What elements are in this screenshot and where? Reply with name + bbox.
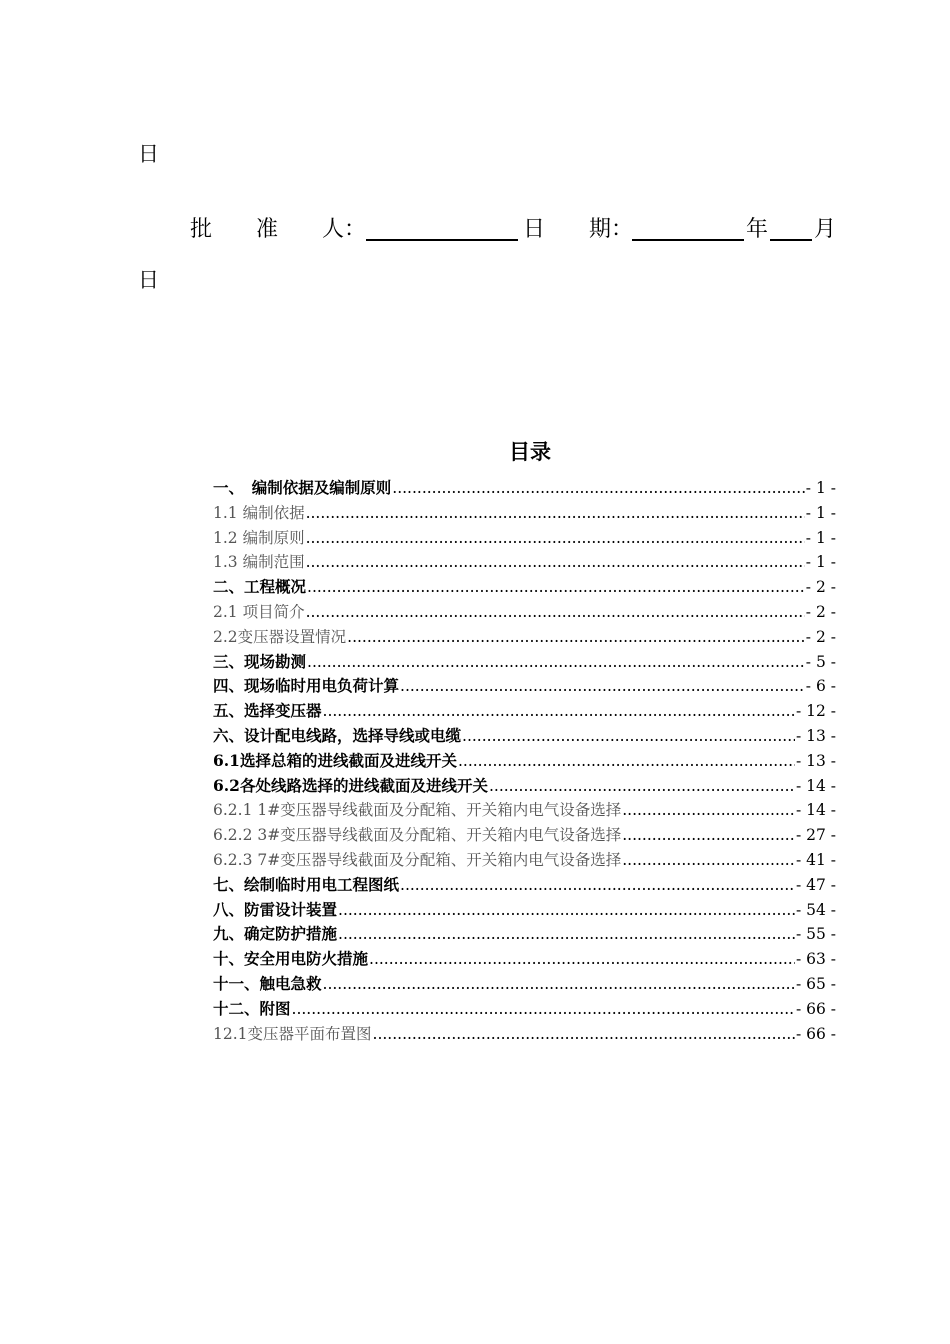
toc-entry-label: 八、防雷设计装置 — [213, 899, 338, 919]
toc-entry-page: - 63 - — [795, 950, 836, 969]
toc-entry-page: - 66 - — [795, 1024, 836, 1043]
toc-leader-dots — [338, 898, 795, 923]
toc-entry[interactable] — [213, 898, 836, 923]
toc-entry[interactable] — [213, 798, 836, 823]
toc-title: 目录 — [509, 439, 551, 464]
day-char-bottom: 日 — [138, 268, 159, 292]
toc-leader-dots — [323, 972, 795, 997]
toc-entry[interactable] — [213, 922, 836, 947]
toc-entry-label: 6.2.2 3#变压器导线截面及分配箱、开关箱内电气设备选择 — [213, 826, 622, 845]
toc-leader-dots — [307, 575, 805, 600]
toc-entry-label: 七、绘制临时用电工程图纸 — [213, 874, 400, 894]
toc-entry-page: - 27 - — [795, 826, 836, 845]
toc-entry-label: 1.3 编制范围 — [213, 553, 305, 572]
toc-entry-label: 五、选择变压器 — [213, 701, 322, 721]
toc-entry-label: 6.2.3 7#变压器导线截面及分配箱、开关箱内电气设备选择 — [213, 850, 622, 869]
toc-leader-dots — [338, 922, 795, 947]
toc-entry[interactable] — [213, 699, 836, 724]
toc-entry-label: 十、安全用电防火措施 — [213, 949, 369, 969]
toc-entry-label: 6.1选择总箱的进线截面及进线开关 — [213, 750, 457, 770]
toc-entry-label: 6.2.1 1#变压器导线截面及分配箱、开关箱内电气设备选择 — [213, 801, 622, 820]
toc-leader-dots — [292, 997, 795, 1022]
day-char-top: 日 — [138, 142, 159, 166]
toc-entry[interactable] — [213, 724, 836, 749]
toc-entry-page: - 14 - — [795, 776, 836, 795]
toc-entry-label: 四、现场临时用电负荷计算 — [213, 676, 400, 696]
toc-entry-label: 1.1 编制依据 — [213, 503, 305, 522]
toc-entry[interactable] — [213, 526, 836, 551]
toc-entry[interactable] — [213, 476, 836, 501]
toc-entry[interactable] — [213, 501, 836, 526]
toc-entry-label: 12.1变压器平面布置图 — [213, 1024, 372, 1043]
toc-entry-label: 2.2变压器设置情况 — [213, 627, 347, 646]
toc-entry-page: - 2 - — [805, 602, 836, 621]
toc-entry-label: 十二、附图 — [213, 998, 291, 1018]
toc-leader-dots — [373, 1022, 795, 1047]
toc-entry[interactable] — [213, 650, 836, 675]
toc-entry-page: - 55 - — [795, 925, 836, 944]
toc-entry-label: 三、现场勘测 — [213, 651, 307, 671]
toc-entry-label: 2.1 项目简介 — [213, 602, 305, 621]
toc-leader-dots — [306, 550, 805, 575]
toc-entry-label: 六、设计配电线路，选择导线或电缆 — [213, 725, 462, 745]
toc-entry[interactable] — [213, 600, 836, 625]
toc-entry[interactable] — [213, 550, 836, 575]
year-blank — [632, 239, 744, 241]
toc-entry-page: - 6 - — [805, 677, 836, 696]
toc-entry-page: - 14 - — [795, 801, 836, 820]
toc-leader-dots — [323, 699, 795, 724]
toc-leader-dots — [462, 724, 795, 749]
toc-entry-page: - 13 - — [795, 751, 836, 770]
approval-row — [190, 212, 840, 244]
toc-entry-label: 十一、触电急救 — [213, 973, 322, 993]
toc-entry-label: 九、确定防护措施 — [213, 924, 338, 944]
toc-entry-page: - 1 - — [805, 503, 836, 522]
toc-entry-page: - 13 - — [795, 726, 836, 745]
toc-entry-page: - 1 - — [805, 479, 836, 497]
toc-leader-dots — [307, 650, 805, 675]
approver-label: 批 准 人： — [190, 217, 367, 242]
toc-entry-label: 6.2各处线路选择的进线截面及进线开关 — [213, 775, 488, 795]
toc-entry-page: - 65 - — [795, 974, 836, 993]
toc-leader-dots — [622, 798, 795, 823]
toc-entry-page: - 54 - — [795, 900, 836, 919]
toc-entry-page: - 1 - — [805, 528, 836, 547]
toc-leader-dots — [622, 848, 795, 873]
toc-leader-dots — [306, 526, 805, 551]
toc-leader-dots — [369, 947, 795, 972]
toc-entry[interactable] — [213, 674, 836, 699]
toc-leader-dots — [622, 823, 795, 848]
toc-entry-page: - 2 - — [805, 578, 836, 597]
month-blank — [770, 239, 812, 241]
toc-entry[interactable] — [213, 848, 836, 873]
toc-entry-page: - 66 - — [795, 999, 836, 1018]
approver-blank — [366, 239, 518, 241]
toc-entry[interactable] — [213, 972, 836, 997]
toc-entry-page: - 41 - — [795, 850, 836, 869]
toc-entry[interactable] — [213, 1022, 836, 1047]
toc-leader-dots — [306, 501, 805, 526]
date-label: 日 期： — [523, 217, 634, 242]
toc-entry-label: 二、工程概况 — [213, 577, 307, 597]
toc-entry-page: - 2 - — [805, 627, 836, 646]
toc-entry-label: 1.2 编制原则 — [213, 528, 305, 547]
toc-leader-dots — [489, 774, 795, 799]
year-label: 年 — [746, 217, 769, 242]
toc-leader-dots — [306, 600, 805, 625]
toc-entry[interactable] — [213, 873, 836, 898]
toc-entry-page: - 47 - — [795, 875, 836, 894]
toc-entry[interactable] — [213, 575, 836, 600]
toc-leader-dots — [458, 749, 795, 774]
toc-entry[interactable] — [213, 947, 836, 972]
toc-leader-dots — [400, 873, 795, 898]
toc-entry[interactable] — [213, 774, 836, 799]
toc-leader-dots — [400, 674, 805, 699]
toc-entry[interactable] — [213, 997, 836, 1022]
toc-leader-dots — [392, 476, 805, 501]
toc-entry-label: 一、 编制依据及编制原则 — [213, 478, 392, 497]
toc-entry-page: - 1 - — [805, 553, 836, 572]
toc-entry[interactable] — [213, 749, 836, 774]
toc-entry[interactable] — [213, 823, 836, 848]
toc-entry-page: - 5 - — [805, 652, 836, 671]
table-of-contents — [213, 476, 836, 1046]
toc-leader-dots — [347, 625, 805, 650]
toc-entry-page: - 12 - — [795, 702, 836, 721]
month-label: 月 — [814, 217, 837, 242]
toc-entry[interactable] — [213, 625, 836, 650]
